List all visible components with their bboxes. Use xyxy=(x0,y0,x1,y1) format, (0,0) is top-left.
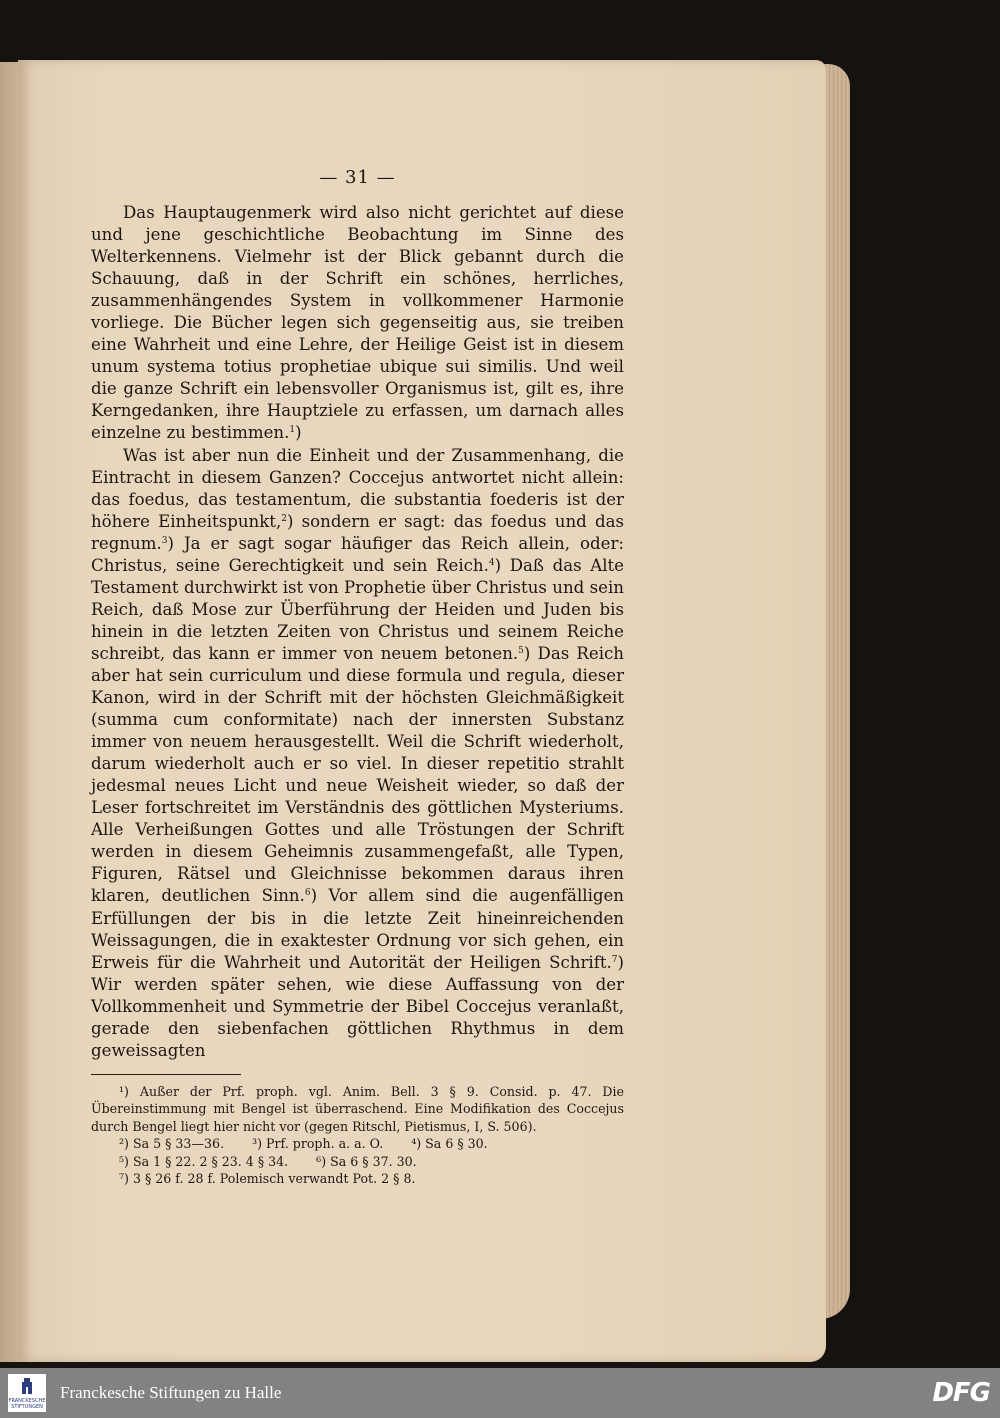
footnote-5: ⁵) Sa 1 § 22. 2 § 23. 4 § 34. xyxy=(119,1153,289,1169)
main-text xyxy=(91,202,624,1062)
footnote-6: ⁶) Sa 6 § 37. 30. xyxy=(316,1153,417,1169)
footnote-4: ⁴) Sa 6 § 30. xyxy=(411,1136,488,1152)
page-number: — 31 — xyxy=(319,167,396,188)
dfg-logo[interactable]: DFG xyxy=(932,1378,990,1408)
footnote-divider xyxy=(91,1074,241,1075)
footnote-line-2 xyxy=(91,1135,624,1153)
page-content xyxy=(91,166,624,1188)
institution-logo[interactable] xyxy=(8,1374,46,1412)
building-icon xyxy=(21,1378,33,1398)
footnote-1: ¹) Außer der Prf. proph. vgl. Anim. Bell. 3 § 9. Consid. p. 47. Die Übereinstimmung mit Bengel ist überraschend. Eine Modifikation des Coccejus durch Bengel liegt hier nicht vor (gegen Ritschl, Pietismus, I, S. 506). xyxy=(91,1083,624,1134)
footnote-line-3 xyxy=(91,1153,624,1171)
footnote-2: ²) Sa 5 § 33—36. xyxy=(119,1136,225,1152)
footnote-7: ⁷) 3 § 26 f. 28 f. Polemisch verwandt Pot. 2 § 8. xyxy=(119,1171,416,1187)
logo-text-line-2: STIFTUNGEN xyxy=(11,1404,43,1410)
paragraph-2: Was ist aber nun die Einheit und der Zusammenhang, die Eintracht in diesem Ganzen? Coccejus antwortet nicht allein: das foedus, das testamentum, die substantia foederis ist der höhere Einheitspunkt,$^2$) sondern er sagt: das foedus und das regnum.$^3$) Ja er sagt sogar häufiger das Reich allein, oder: Christus, seine Gerechtigkeit und sein Reich.$^4$) Daß das Alte Testament durchwirkt ist von Prophetie über Christus und sein Reich, daß Mose zur Überführung der Heiden und Juden bis hinein in die letzten Zeiten von Christus und seinem Reiche schreibt, das kann er immer von neuem betonen.$^5$) Das Reich aber hat sein curriculum und diese formula und regula, dieser Kanon, wird in der Schrift mit der höchsten Gleichmäßigkeit (summa cum conformitate) nach der innersten Substanz immer von neuem herausgestellt. Weil die Schrift wiederholt, darum wiederholt auch er so viel. In dieser repetitio strahlt jedesmal neues Licht und neue Weisheit wieder, so daß der Leser fortschreitet im Verständnis des göttlichen Mysteriums. Alle Verheißungen Gottes und alle Tröstungen der Schrift werden in diesem Geheimnis zusammengefaßt, alle Typen, Figuren, Rätsel und Gleichnisse bekommen daraus ihren klaren, deutlichen Sinn.$^6$) Vor allem sind die augenfälligen Erfüllungen der bis in die letzte Zeit hineinreichenden Weissagungen, die in exaktester Ordnung vor sich gehen, ein Erweis für die Wahrheit und Autorität der Heiligen Schrift.$^7$) Wir werden später sehen, wie diese Auffassung von der Vollkommenheit und Symmetrie der Bibel Coccejus veranlaßt, gerade den siebenfachen göttlichen Rhythmus in dem geweissagten xyxy=(91,445,625,1060)
institution-name[interactable]: Franckesche Stiftungen zu Halle xyxy=(60,1383,282,1402)
footnote-3: ³) Prf. proph. a. a. O. xyxy=(252,1136,384,1152)
logo-text xyxy=(8,1398,46,1410)
footnotes xyxy=(91,1083,624,1188)
footer-bar xyxy=(0,1368,1000,1418)
logo-text-line-1: FRANCKESCHE xyxy=(8,1398,46,1404)
paragraph-1: Das Hauptaugenmerk wird also nicht gerichtet auf diese und jene geschichtliche Beobachtung im Sinne des Welterkennens. Vielmehr ist der Blick gebannt durch die Schauung, daß in der Schrift ein schönes, herrliches, zusammenhängendes System in vollkommener Harmonie vorliege. Die Bücher legen sich gegenseitig aus, sie treiben eine Wahrheit und eine Lehre, der Heilige Geist ist in diesem unum systema totius prophetiae ubique sui similis. Und weil die ganze Schrift ein lebensvoller Organismus ist, gilt es, ihre Kerngedanken, ihre Hauptziele zu erfassen, um darnach alles einzelne zu bestimmen.$^1$) xyxy=(91,203,624,443)
